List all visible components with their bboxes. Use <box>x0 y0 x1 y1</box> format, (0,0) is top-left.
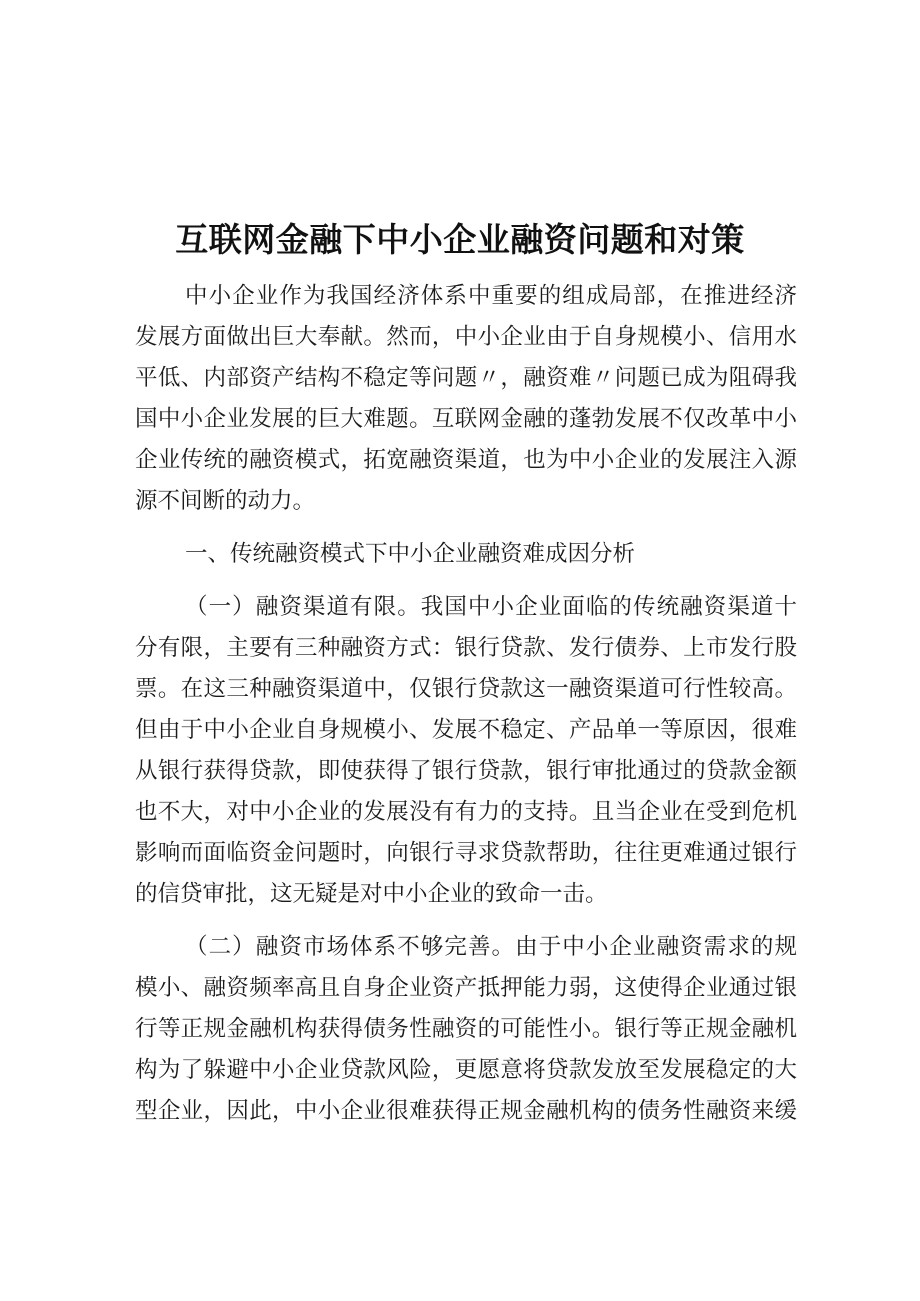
paragraph-line: 分有限，主要有三种融资方式：银行贷款、发行债券、上市发行股 <box>135 635 797 661</box>
paragraph-line: 源不间断的动力。 <box>135 488 316 514</box>
paragraph-line: 模小、融资频率高且自身企业资产抵押能力弱，这使得企业通过银 <box>135 975 797 1001</box>
paragraph-line: （二）融资市场体系不够完善。由于中小企业融资需求的规 <box>185 934 797 960</box>
paragraph-line: 发展方面做出巨大奉献。然而，中小企业由于自身规模小、信用水 <box>135 324 797 350</box>
section-heading: 一、传统融资模式下中小企业融资难成因分析 <box>185 541 636 567</box>
paragraph-line: 但由于中小企业自身规模小、发展不稳定、产品单一等原因，很难 <box>135 717 797 743</box>
document-title: 互联网金融下中小企业融资问题和对策 <box>175 220 745 259</box>
paragraph-line: 平低、内部资产结构不稳定等问题〃，融资难〃问题已成为阻碍我 <box>135 365 797 391</box>
paragraph-line: 国中小企业发展的巨大难题。互联网金融的蓬勃发展不仅改革中小 <box>135 406 797 432</box>
paragraph-line: 影响而面临资金问题时，向银行寻求贷款帮助，往往更难通过银行 <box>135 840 797 866</box>
paragraph-line: 票。在这三种融资渠道中，仅银行贷款这一融资渠道可行性较高。 <box>135 676 797 702</box>
paragraph-line: 构为了躲避中小企业贷款风险，更愿意将贷款发放至发展稳定的大 <box>135 1057 797 1083</box>
paragraph-line: 也不大，对中小企业的发展没有有力的支持。且当企业在受到危机 <box>135 799 797 825</box>
paragraph-line: 的信贷审批，这无疑是对中小企业的致命一击。 <box>135 881 608 907</box>
paragraph-line: 中小企业作为我国经济体系中重要的组成局部，在推进经济 <box>185 283 797 309</box>
paragraph-line: 行等正规金融机构获得债务性融资的可能性小。银行等正规金融机 <box>135 1016 797 1042</box>
paragraph-line: （一）融资渠道有限。我国中小企业面临的传统融资渠道十 <box>185 594 797 620</box>
paragraph-line: 企业传统的融资模式，拓宽融资渠道，也为中小企业的发展注入源 <box>135 447 797 473</box>
paragraph-line: 型企业，因此，中小企业很难获得正规金融机构的债务性融资来缓 <box>135 1098 797 1124</box>
paragraph-line: 从银行获得贷款，即使获得了银行贷款，银行审批通过的贷款金额 <box>135 758 797 784</box>
